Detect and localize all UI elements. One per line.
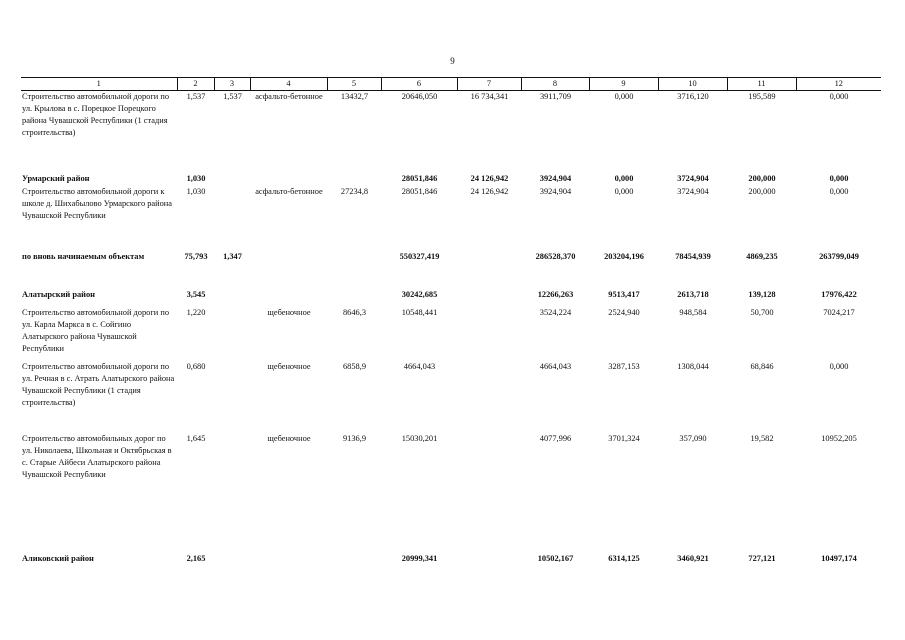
cell-c6: 4664,043 [403,361,436,371]
column-header: 5 [327,78,381,91]
district-name: Алатырский район [22,289,95,299]
cell-length-stage: 1,347 [223,251,242,261]
cell-length-stage [214,361,250,433]
cell-length: 1,030 [186,186,206,196]
cell-length-stage [214,433,250,553]
cell-length: 1,537 [186,92,206,101]
cell-c12: 0,000 [829,173,849,183]
cell-surface [250,173,327,186]
cell-c12: 10497,174 [821,553,857,563]
cell-c8: 4077,996 [539,433,572,443]
cell-c6: 28051,846 [401,186,438,196]
cell-surface: асфальто-бетонное [255,186,323,196]
cell-length: 75,793 [184,251,208,261]
cell-surface: щебеночное [267,361,311,371]
cell-length-stage: 1,537 [223,92,242,101]
table-row [21,186,881,236]
district-row [21,173,881,186]
cell-c12: 10952,205 [821,433,857,443]
district-name: Урмарский район [22,173,90,183]
cell-c11: 727,121 [748,553,776,563]
cell-c8: 3911,709 [539,92,572,101]
object-name: Строительство автомобильной дороги по ул. Карла Маркса в с. Сойгино Алатырского района Чувашской Республики [22,307,170,353]
row-spacer [21,264,881,289]
cell-surface [250,251,327,264]
cell-c9: 0,000 [614,186,634,196]
cell-c7 [457,289,521,307]
cell-c5: 9136,9 [342,433,367,443]
cell-c6: 28051,846 [401,173,438,183]
cell-c12: 263799,049 [819,251,859,261]
cell-c7 [457,251,521,264]
page-number: 9 [450,56,455,66]
column-header: 7 [457,78,521,91]
column-header: 11 [727,78,796,91]
cell-c8: 3924,904 [539,186,572,196]
cell-length-stage [214,307,250,361]
cell-c6: 30242,685 [401,289,438,299]
column-header: 4 [250,78,327,91]
cell-c11: 139,128 [748,289,776,299]
cell-c11: 4869,235 [746,251,778,261]
cell-c7 [457,553,521,566]
column-header: 8 [521,78,589,91]
cell-c10: 948,584 [679,307,707,317]
object-name: Строительство автомобильной дороги по ул. Речная в с. Атрать Алатырского района Чувашской Республики (1 стадия строительства) [22,361,175,407]
cell-c6: 20999,341 [401,553,438,563]
cell-c11: 200,000 [748,186,776,196]
district-name: Аликовский район [22,553,94,563]
cell-c8: 12266,263 [537,289,574,299]
cell-c11: 19,582 [750,433,774,443]
cell-c7 [457,361,521,433]
column-header: 3 [214,78,250,91]
cell-c6: 550327,419 [399,251,440,261]
cell-c5: 13432,7 [340,92,369,101]
cell-c9: 9513,417 [608,289,640,299]
cell-c10: 1308,044 [677,361,709,371]
cell-c10: 2613,718 [677,289,709,299]
cell-c8: 4664,043 [539,361,572,371]
cell-c10: 3724,904 [677,186,709,196]
cell-length-stage [214,289,250,307]
cell-c8: 3524,224 [539,307,572,317]
cell-c12: 7024,217 [823,307,855,317]
row-spacer [21,236,881,251]
cell-c9: 203204,196 [604,251,644,261]
district-row [21,553,881,566]
cell-c5 [327,251,381,264]
cell-c9: 6314,125 [608,553,640,563]
column-header: 2 [177,78,214,91]
cell-length-stage [214,186,250,236]
cell-c10: 3724,904 [677,173,709,183]
cell-surface [250,553,327,566]
cell-c7: 24 126,942 [470,173,509,183]
table-row [21,361,881,433]
cell-c11: 195,589 [748,92,776,101]
table-row [21,307,881,361]
cell-c12: 0,000 [829,92,849,101]
cell-c6: 15030,201 [401,433,438,443]
cell-surface: асфальто-бетонное [255,92,323,101]
cell-c12: 0,000 [829,186,849,196]
cell-c9: 0,000 [614,173,634,183]
cell-c5 [327,289,381,307]
object-name: Строительство автомобильной дороги к школе д. Шихабылово Урмарского района Чувашской Республики [22,186,172,220]
total-row [21,251,881,264]
cell-surface: щебеночное [267,307,311,317]
cell-c8: 3924,904 [539,173,572,183]
column-header: 12 [796,78,881,91]
cell-c7 [457,433,521,553]
cell-c10: 357,090 [679,433,707,443]
cell-c11: 68,846 [750,361,774,371]
cell-c5 [327,553,381,566]
cell-c6: 10548,441 [401,307,438,317]
column-header: 1 [21,78,177,91]
cell-c5: 6858,9 [342,361,367,371]
cell-c10: 78454,939 [675,251,711,261]
district-row [21,289,881,307]
total-name: по вновь начинаемым объектам [22,251,145,261]
cell-c12: 0,000 [829,361,849,371]
cell-c9: 3287,153 [608,361,640,371]
cell-c5: 8646,3 [342,307,367,317]
object-name: Строительство автомобильных дорог по ул. Николаева, Школьная и Октябрьская в с. Старые Айбеси Алатырского района Чувашской Республики [22,433,172,479]
cell-c5 [327,173,381,186]
cell-length: 1,645 [186,433,206,443]
cell-c10: 3460,921 [677,553,709,563]
cell-c10: 3716,120 [677,92,709,101]
column-header: 9 [589,78,658,91]
cell-surface [250,289,327,307]
cell-c8: 286528,370 [535,251,576,261]
column-number-row [21,78,881,91]
cell-surface: щебеночное [267,433,311,443]
cell-c9: 0,000 [614,92,634,101]
cell-c8: 10502,167 [537,553,574,563]
objects-table [21,77,881,566]
cell-c5: 27234,8 [340,186,369,196]
cell-c11: 50,700 [750,307,774,317]
cell-length: 1,220 [186,307,206,317]
cell-c9: 2524,940 [608,307,640,317]
cell-c6: 20646,050 [401,92,438,101]
cell-c11: 200,000 [748,173,776,183]
cell-c12: 17976,422 [821,289,857,299]
cell-length: 2,165 [186,553,206,563]
cell-c7 [457,307,521,361]
column-header: 6 [381,78,457,91]
row-spacer [21,151,881,173]
cell-length-stage [214,553,250,566]
cell-length: 1,030 [186,173,206,183]
cell-c7: 24 126,942 [470,186,509,196]
cell-length: 0,680 [186,361,206,371]
column-header: 10 [658,78,727,91]
table-row [21,91,881,151]
object-name: Строительство автомобильной дороги по ул. Крылова в с. Порецкое Порецкого района Чувашской Республики (1 стадия строительства) [22,92,170,137]
cell-length-stage [214,173,250,186]
table-row [21,433,881,553]
cell-c9: 3701,324 [608,433,640,443]
cell-c7: 16 734,341 [470,92,509,101]
cell-length: 3,545 [186,289,206,299]
